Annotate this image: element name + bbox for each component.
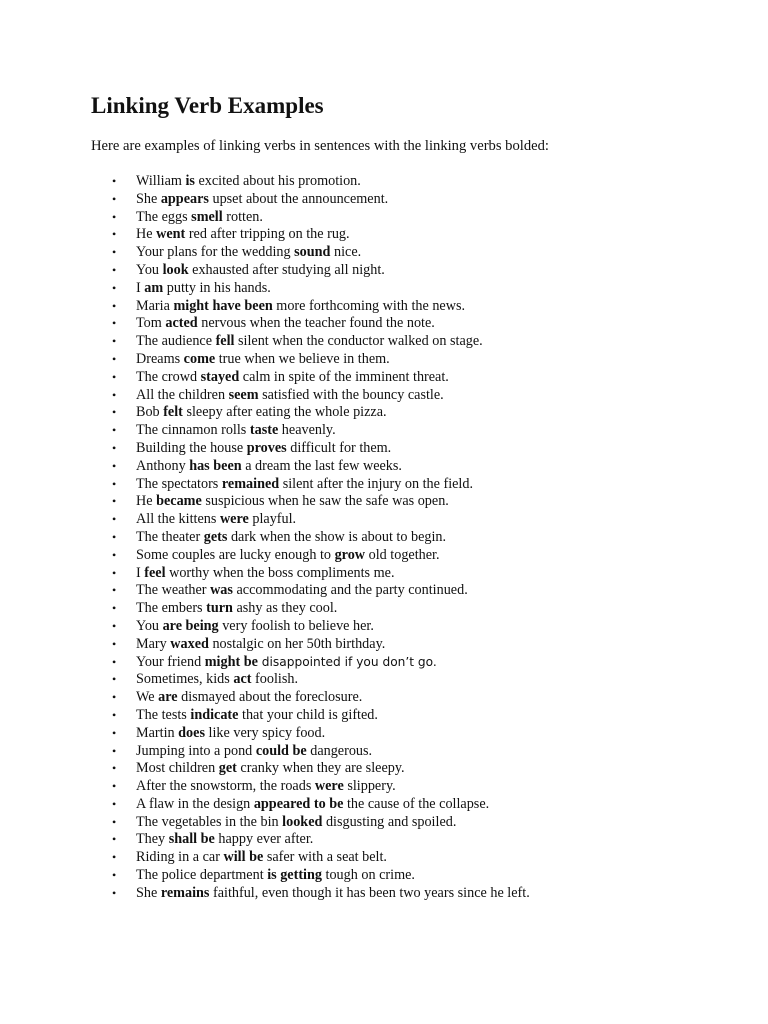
bullet-icon: •	[112, 672, 117, 687]
sentence-suffix: slippery.	[343, 778, 396, 795]
example-sentence	[136, 422, 336, 440]
sentence-prefix: Building the house	[136, 439, 247, 456]
bullet-icon: •	[112, 761, 117, 776]
sentence-suffix: exhausted after studying all night.	[188, 261, 385, 278]
example-sentence	[136, 458, 402, 476]
sentence-prefix: The crowd	[136, 368, 201, 385]
sentence-suffix: difficult for them.	[286, 439, 392, 456]
bullet-icon: •	[112, 476, 117, 491]
sentence-prefix: Your friend	[136, 653, 205, 670]
sentence-suffix: a dream the last few weeks.	[241, 457, 402, 474]
example-sentence	[136, 387, 444, 405]
sentence-prefix: They	[136, 831, 169, 848]
sentence-prefix: Dreams	[136, 350, 184, 367]
example-sentence	[136, 849, 387, 867]
example-sentence	[136, 814, 456, 832]
example-sentence	[136, 600, 337, 618]
bullet-icon: •	[112, 547, 117, 562]
linking-verb: was	[210, 582, 233, 599]
example-sentence	[136, 547, 440, 565]
bullet-icon: •	[112, 440, 117, 455]
linking-verb: might be	[204, 653, 258, 670]
example-sentence	[136, 173, 361, 191]
bullet-icon: •	[112, 209, 117, 224]
linking-verb: does	[178, 724, 205, 741]
sentence-prefix: Bob	[136, 404, 164, 421]
bullet-icon: •	[112, 654, 117, 669]
sentence-suffix: sleepy after eating the whole pizza.	[182, 404, 387, 421]
bullet-icon: •	[112, 565, 117, 580]
example-sentence	[136, 760, 405, 778]
linking-verb: appears	[160, 190, 209, 207]
bullet-icon: •	[112, 690, 117, 705]
linking-verb: became	[156, 493, 202, 510]
sentence-suffix: more forthcoming with the news.	[272, 297, 466, 314]
bullet-icon: •	[112, 583, 117, 598]
linking-verb: is	[185, 173, 195, 189]
bullet-icon: •	[112, 885, 117, 900]
sentence-prefix: The police department	[136, 867, 268, 884]
sentence-suffix: tough on crime.	[321, 867, 415, 884]
example-sentence	[136, 778, 396, 796]
linking-verb: appeared to be	[253, 795, 344, 812]
linking-verb: am	[144, 279, 164, 296]
linking-verb: turn	[206, 600, 233, 617]
example-sentence	[136, 582, 468, 600]
sentence-prefix: The audience	[136, 333, 216, 350]
example-sentence	[136, 298, 465, 316]
sentence-suffix: dismayed about the foreclosure.	[177, 689, 363, 706]
linking-verb: shall be	[168, 831, 215, 848]
sentence-prefix: She	[136, 190, 161, 207]
sentence-prefix: All the children	[136, 386, 229, 403]
sentence-suffix: ashy as they cool.	[232, 600, 338, 617]
linking-verb: act	[233, 671, 252, 688]
linking-verb: remained	[221, 475, 280, 492]
sentence-suffix: nice.	[330, 244, 362, 261]
sentence-prefix: She	[136, 884, 161, 901]
sentence-suffix: dark when the show is about to begin.	[227, 528, 447, 545]
bullet-icon: •	[112, 334, 117, 349]
bullet-icon: •	[112, 796, 117, 811]
bullet-icon: •	[112, 405, 117, 420]
bullet-icon: •	[112, 725, 117, 740]
sentence-suffix: true when we believe in them.	[215, 350, 390, 367]
example-sentence	[136, 796, 489, 814]
sentence-prefix: You	[136, 617, 163, 634]
sentence-prefix: Riding in a car	[136, 849, 224, 866]
sentence-prefix: The cinnamon rolls	[136, 422, 250, 439]
example-sentence	[136, 831, 313, 849]
sentence-prefix: Some couples are lucky enough to	[136, 546, 335, 563]
linking-verb: taste	[249, 422, 279, 439]
linking-verb: get	[218, 760, 237, 777]
sentence-prefix: The weather	[136, 582, 211, 599]
example-sentence	[136, 476, 473, 494]
sentence-prefix: Most children	[136, 760, 219, 777]
sentence-prefix: All the kittens	[136, 511, 220, 528]
linking-verb: feel	[144, 564, 166, 581]
linking-verb: felt	[163, 404, 183, 421]
example-sentence	[136, 440, 391, 458]
linking-verb: look	[162, 261, 189, 278]
page-title: Linking Verb Examples	[91, 93, 324, 118]
sentence-prefix: I	[136, 564, 145, 581]
sentence-prefix: The eggs	[136, 208, 192, 225]
bullet-icon: •	[112, 601, 117, 616]
linking-verb: are being	[162, 617, 219, 634]
example-sentence	[136, 493, 449, 511]
linking-verb: looked	[282, 813, 323, 830]
bullet-icon: •	[112, 423, 117, 438]
sentence-prefix: Your plans for the wedding	[136, 244, 295, 261]
sentence-suffix: worthy when the boss compliments me.	[165, 564, 395, 581]
linking-verb: smell	[191, 208, 223, 225]
bullet-icon: •	[112, 387, 117, 402]
example-sentence	[136, 315, 435, 333]
sentence-suffix: faithful, even though it has been two years since he left.	[209, 884, 530, 901]
example-sentence	[136, 511, 296, 529]
sentence-suffix: nervous when the teacher found the note.	[197, 315, 435, 332]
example-sentence	[136, 333, 483, 351]
bullet-icon: •	[112, 262, 117, 277]
linking-verb: acted	[165, 315, 198, 332]
sentence-prefix: You	[136, 261, 163, 278]
bullet-icon: •	[112, 458, 117, 473]
bullet-icon: •	[112, 512, 117, 527]
bullet-icon: •	[112, 191, 117, 206]
bullet-icon: •	[112, 743, 117, 758]
bullet-icon: •	[112, 245, 117, 260]
example-sentence	[136, 867, 415, 885]
sentence-suffix: disgusting and spoiled.	[322, 813, 457, 830]
sentence-suffix: that your child is gifted.	[238, 706, 378, 723]
sentence-suffix: safer with a seat belt.	[263, 849, 387, 866]
sentence-suffix: rotten.	[222, 208, 263, 225]
sentence-prefix: The theater	[136, 528, 204, 545]
linking-verb: is getting	[267, 867, 322, 884]
example-sentence	[136, 689, 362, 707]
sentence-suffix: excited about his promotion.	[194, 173, 361, 189]
bullet-icon: •	[112, 298, 117, 313]
intro-paragraph: Here are examples of linking verbs in sentences with the linking verbs bolded:	[91, 138, 549, 154]
linking-verb: could be	[255, 742, 307, 759]
sentence-suffix: silent when the conductor walked on stage.	[234, 333, 483, 350]
sentence-suffix: like very spicy food.	[204, 724, 326, 741]
sentence-suffix: happy ever after.	[214, 831, 314, 848]
sentence-suffix: red after tripping on the rug.	[185, 226, 350, 243]
sentence-suffix: accommodating and the party continued.	[232, 582, 468, 599]
bullet-icon: •	[112, 351, 117, 366]
linking-verb: seem	[228, 386, 259, 403]
linking-verb: fell	[215, 333, 235, 350]
sentence-prefix: After the snowstorm, the roads	[136, 778, 315, 795]
example-sentence	[136, 209, 263, 227]
sentence-suffix: disappointed if you don’t go.	[257, 654, 437, 669]
bullet-icon: •	[112, 316, 117, 331]
sentence-suffix: cranky when they are sleepy.	[236, 760, 405, 777]
linking-verb: might have been	[173, 297, 273, 314]
bullet-icon: •	[112, 814, 117, 829]
sentence-suffix: very foolish to believe her.	[218, 617, 374, 634]
sentence-prefix: Anthony	[136, 457, 190, 474]
sentence-prefix: Maria	[136, 297, 174, 314]
sentence-suffix: old together.	[365, 546, 440, 563]
sentence-prefix: Tom	[136, 315, 166, 332]
example-sentence	[136, 671, 298, 689]
example-sentence	[136, 529, 446, 547]
example-sentence	[136, 636, 385, 654]
sentence-suffix: dangerous.	[306, 742, 373, 759]
example-sentence	[136, 262, 385, 280]
linking-verb: are	[158, 689, 178, 706]
bullet-icon: •	[112, 779, 117, 794]
bullet-icon: •	[112, 707, 117, 722]
sentence-prefix: Mary	[136, 635, 171, 652]
bullet-icon: •	[112, 174, 117, 188]
linking-verb: grow	[334, 546, 366, 563]
linking-verb: will be	[223, 849, 264, 866]
example-sentence	[136, 618, 374, 636]
sentence-suffix: silent after the injury on the field.	[279, 475, 474, 492]
bullet-icon: •	[112, 636, 117, 651]
linking-verb: indicate	[190, 706, 239, 723]
linking-verb: were	[314, 778, 344, 795]
linking-verb: remains	[160, 884, 210, 901]
linking-verb: were	[219, 511, 249, 528]
sentence-prefix: We	[136, 689, 159, 706]
bullet-icon: •	[112, 369, 117, 384]
sentence-prefix: He	[136, 226, 157, 243]
example-sentence	[136, 725, 325, 743]
sentence-prefix: A flaw in the design	[136, 795, 254, 812]
sentence-prefix: The vegetables in the bin	[136, 813, 283, 830]
bullet-icon: •	[112, 832, 117, 847]
sentence-suffix: heavenly.	[278, 422, 336, 439]
example-sentence	[136, 885, 530, 903]
linking-verb: sound	[294, 244, 331, 261]
example-sentence	[136, 351, 390, 369]
bullet-icon: •	[112, 227, 117, 242]
linking-verb: come	[183, 350, 216, 367]
sentence-prefix: The tests	[136, 706, 191, 723]
sentence-suffix: nostalgic on her 50th birthday.	[208, 635, 386, 652]
example-sentence	[136, 404, 387, 422]
sentence-prefix: The spectators	[136, 475, 222, 492]
sentence-prefix: I	[136, 279, 145, 296]
bullet-icon: •	[112, 494, 117, 509]
sentence-prefix: Jumping into a pond	[136, 742, 256, 759]
example-sentence	[136, 565, 395, 583]
example-sentence	[136, 743, 372, 761]
sentence-prefix: He	[136, 493, 157, 510]
linking-verb: has been	[189, 457, 242, 474]
example-sentence	[136, 654, 437, 672]
sentence-suffix: putty in his hands.	[163, 279, 271, 296]
linking-verb: proves	[246, 439, 287, 456]
bullet-icon: •	[112, 280, 117, 295]
sentence-prefix: The embers	[136, 600, 207, 617]
linking-verb: waxed	[170, 635, 209, 652]
sentence-prefix: William	[136, 173, 186, 189]
sentence-suffix: upset about the announcement.	[208, 190, 389, 207]
example-sentence	[136, 280, 271, 298]
sentence-suffix: suspicious when he saw the safe was open.	[201, 493, 449, 510]
example-sentence	[136, 191, 388, 209]
bullet-icon: •	[112, 618, 117, 633]
sentence-suffix: calm in spite of the imminent threat.	[239, 368, 449, 385]
sentence-prefix: Sometimes, kids	[136, 671, 234, 688]
example-sentence	[136, 226, 350, 244]
linking-verb: stayed	[200, 368, 240, 385]
linking-verb: went	[156, 226, 186, 243]
sentence-suffix: foolish.	[251, 671, 298, 688]
sentence-suffix: the cause of the collapse.	[343, 795, 490, 812]
sentence-prefix: Martin	[136, 724, 179, 741]
example-sentence	[136, 707, 378, 725]
bullet-icon: •	[112, 529, 117, 544]
sentence-suffix: playful.	[248, 511, 297, 528]
bullet-icon: •	[112, 868, 117, 883]
sentence-suffix: satisfied with the bouncy castle.	[258, 386, 444, 403]
example-sentence	[136, 244, 361, 262]
linking-verb: gets	[203, 528, 228, 545]
example-sentence	[136, 369, 449, 387]
bullet-icon: •	[112, 850, 117, 865]
